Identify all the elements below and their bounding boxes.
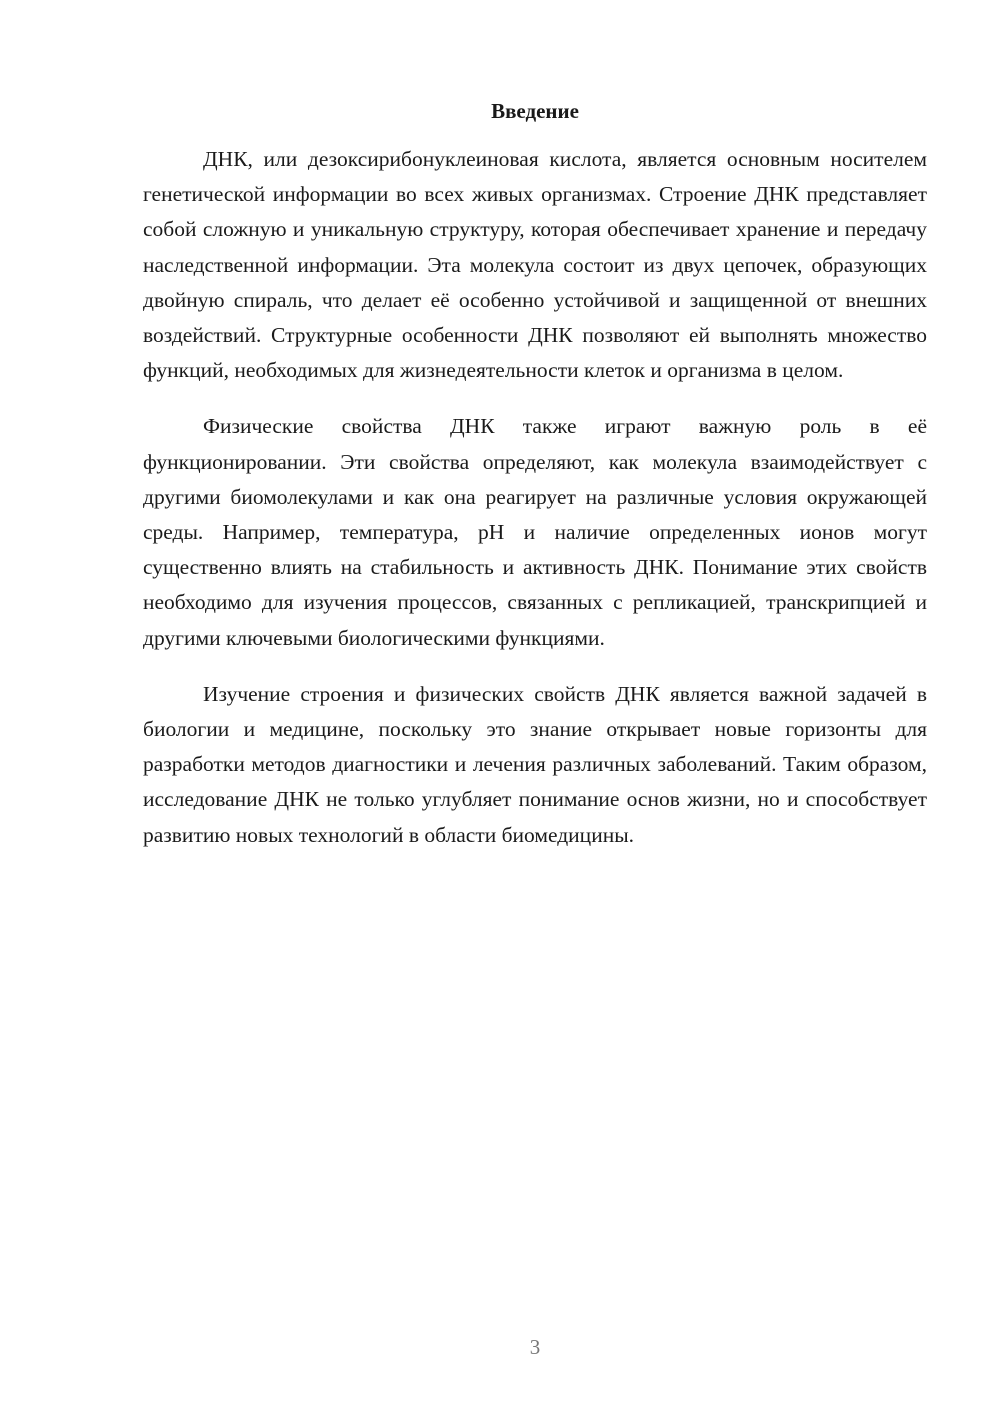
body-text (143, 142, 927, 874)
page-number: 3 (529, 1335, 541, 1359)
paragraph-1: ДНК, или дезоксирибонуклеиновая кислота, является основным носителем генетической информации во всех живых организмах. Строение ДНК представляет собой сложную и уникальную структуру, которая обеспечивает хранение и передачу наследственной информации. Эта молекула состоит из двух цепочек, образующих двойную спираль, что делает её особенно устойчивой и защищенной от внешних воздействий. Структурные особенности ДНК позволяют ей выполнять множество функций, необходимых для жизнедеятельности клеток и организма в целом. (143, 147, 927, 383)
paragraph-2: Физические свойства ДНК также играют важную роль в её функционировании. Эти свойства определяют, как молекула взаимодействует с другими биомолекулами и как она реагирует на различные условия окружающей среды. Например, температура, pH и наличие определенных ионов могут существенно влиять на стабильность и активность ДНК. Понимание этих свойств необходимо для изучения процессов, связанных с репликацией, транскрипцией и другими ключевыми биологическими функциями. (143, 414, 927, 650)
section-heading: Введение (491, 99, 579, 123)
paragraph-3: Изучение строения и физических свойств ДНК является важной задачей в биологии и медицине, поскольку это знание открывает новые горизонты для разработки методов диагностики и лечения различных заболеваний. Таким образом, исследование ДНК не только углубляет понимание основ жизни, но и способствует развитию новых технологий в области биомедицины. (143, 681, 927, 847)
